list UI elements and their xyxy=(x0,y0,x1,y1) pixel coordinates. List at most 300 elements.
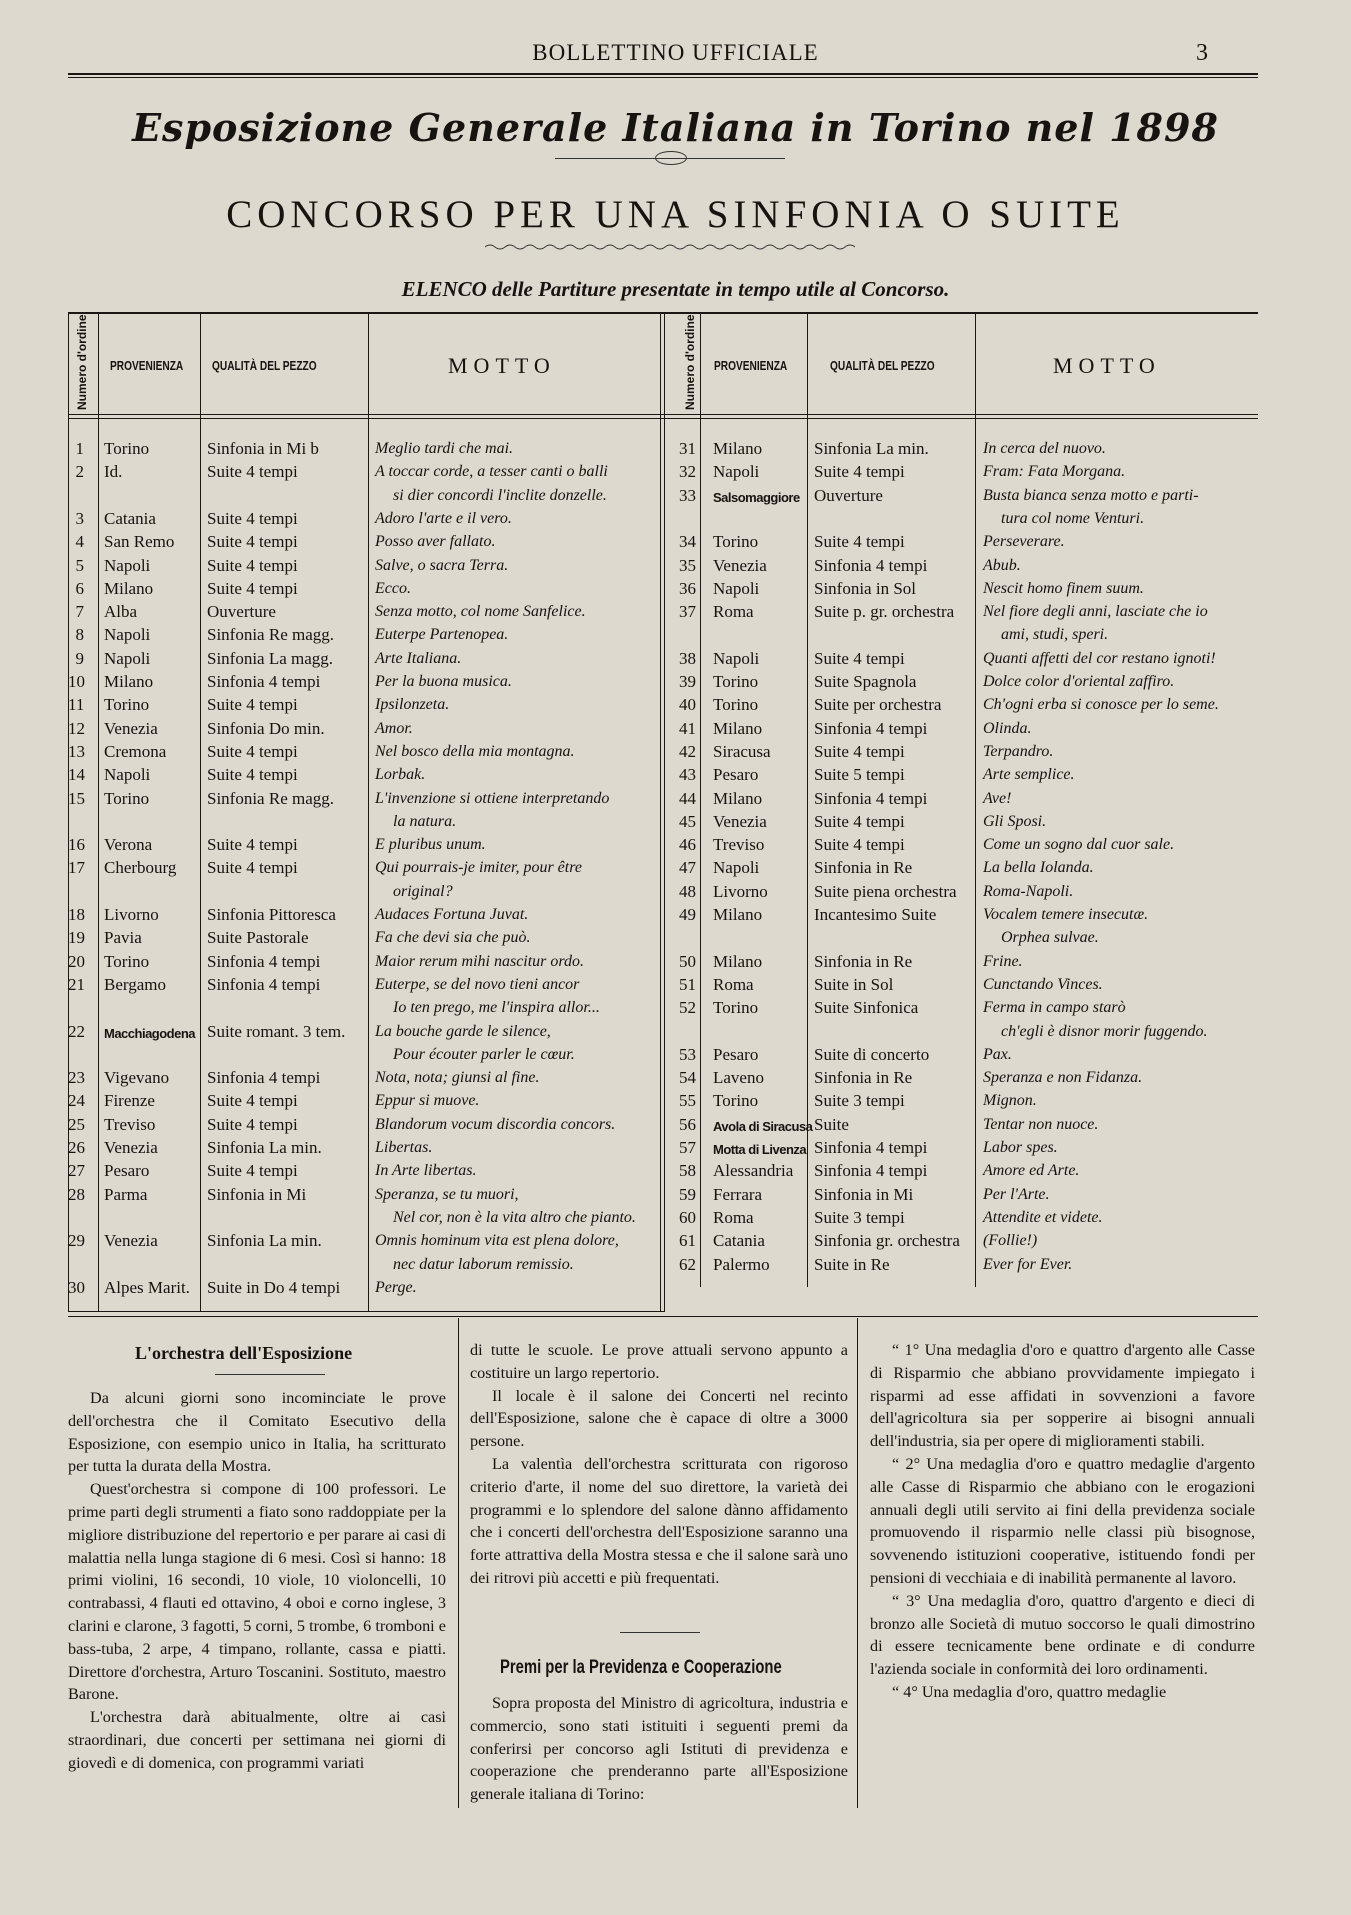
row-qualita: Sinfonia 4 tempi xyxy=(814,788,928,808)
row-motto: Nescit homo finem suum. xyxy=(983,579,1144,597)
contest-title: CONCORSO PER UNA SINFONIA O SUITE xyxy=(226,193,1125,236)
row-qualita: Sinfonia in Re xyxy=(814,1068,913,1088)
row-qualita: Sinfonia 4 tempi xyxy=(814,1138,928,1157)
row-qualita: Sinfonia La magg. xyxy=(207,648,334,668)
row-number: 8 xyxy=(75,625,84,645)
row-motto: Mignon. xyxy=(983,1092,1037,1110)
row-number: 51 xyxy=(679,974,696,994)
row-provenienza: Pesaro xyxy=(713,1044,759,1064)
header-motto-left: MOTTO xyxy=(448,353,556,378)
row-number: 4 xyxy=(75,532,84,552)
row-provenienza: Id. xyxy=(104,462,123,482)
row-qualita: Suite Spagnola xyxy=(814,672,917,691)
row-number: 57 xyxy=(679,1138,696,1157)
row-number: 21 xyxy=(68,974,85,994)
row-provenienza: Roma xyxy=(713,974,754,994)
row-qualita: Sinfonia in Mi b xyxy=(207,439,319,458)
row-motto: Terpandro. xyxy=(983,742,1054,760)
row-motto: Amor. xyxy=(375,719,413,737)
row-qualita: Suite 5 tempi xyxy=(814,765,905,785)
article-paragraph: di tutte le scuole. Le prove attuali servono appunto a costituire un largo repertorio. xyxy=(470,1341,848,1382)
row-number: 14 xyxy=(68,765,85,785)
row-number: 11 xyxy=(68,695,85,715)
header-rule xyxy=(68,73,1258,75)
row-number: 2 xyxy=(75,462,84,482)
row-motto: nec datur laborum remissio. xyxy=(393,1255,574,1273)
row-provenienza: Venezia xyxy=(104,718,158,738)
row-number: 22 xyxy=(68,1021,85,1041)
row-provenienza: Torino xyxy=(104,439,150,458)
wave-divider xyxy=(485,243,855,251)
row-number: 28 xyxy=(68,1184,85,1204)
row-motto: Pax. xyxy=(983,1045,1012,1063)
orchestra-article-col2 xyxy=(470,1339,848,1590)
row-qualita: Suite in Do 4 tempi xyxy=(207,1277,341,1297)
row-motto: si dier concordi l'inclite donzelle. xyxy=(393,486,607,504)
row-qualita: Suite 4 tempi xyxy=(814,648,905,668)
row-number: 6 xyxy=(75,578,84,598)
row-provenienza: Torino xyxy=(104,695,150,715)
row-motto: Ch'ogni erba si conosce per lo seme. xyxy=(983,696,1219,714)
row-provenienza: Motta di Livenza xyxy=(713,1142,807,1157)
row-provenienza: Torino xyxy=(713,532,759,552)
row-qualita: Suite 4 tempi xyxy=(207,1161,298,1181)
row-provenienza: Cherbourg xyxy=(104,858,177,878)
row-qualita: Sinfonia Re magg. xyxy=(207,788,335,808)
row-qualita: Sinfonia 4 tempi xyxy=(814,718,928,738)
article-paragraph: Quest'orchestra si compone di 100 professori. Le prime parti degli strumenti a fiato sono raddoppiate per la migliore distribuzione del repertorio e per parare ai casi di malattia nella lunga stagione di 6 mesi. Così si hanno: 18 primi violini, 16 secondi, 10 viole, 10 violoncelli, 10 contrabassi, 4 flauti ed ottavino, 4 oboi e corno inglese, 3 clarini e clarone, 3 fagotti, 5 corni, 5 trombe, 6 tromboni e bass-tuba, 2 arpe, 4 timpano, rollante, cassa e piatti. Direttore d'orchestra, Arturo Toscanini. Sostituto, maestro Barone. xyxy=(68,1480,446,1704)
col-divider xyxy=(807,312,808,1287)
row-qualita: Suite piena orchestra xyxy=(814,881,957,901)
row-provenienza: Alba xyxy=(104,602,138,622)
row-provenienza: Treviso xyxy=(713,835,765,855)
article-paragraph: Il locale è il salone dei Concerti nel recinto dell'Esposizione, salone che è capace di oltre a 3000 persone. xyxy=(470,1386,848,1451)
row-provenienza: Treviso xyxy=(104,1114,156,1134)
row-number: 5 xyxy=(75,555,84,575)
row-qualita: Suite di concerto xyxy=(814,1044,930,1064)
row-motto: Per la buona musica. xyxy=(375,673,512,690)
row-qualita: Suite 4 tempi xyxy=(207,555,298,575)
row-qualita: Suite 4 tempi xyxy=(207,1091,298,1111)
row-provenienza: Napoli xyxy=(104,555,151,575)
row-provenienza: Pavia xyxy=(104,928,142,948)
row-provenienza: Catania xyxy=(713,1231,765,1251)
row-qualita: Suite per orchestra xyxy=(814,695,942,715)
col-divider xyxy=(200,312,201,1312)
row-motto: Vocalem temere insecutæ. xyxy=(983,906,1149,923)
row-provenienza: Napoli xyxy=(713,462,760,482)
row-motto: Ecco. xyxy=(375,579,411,597)
row-qualita: Suite 4 tempi xyxy=(207,695,298,715)
row-provenienza: Napoli xyxy=(104,648,151,668)
row-qualita: Suite in Sol xyxy=(814,974,894,994)
row-qualita: Sinfonia Pittoresca xyxy=(207,905,336,924)
row-qualita: Suite 4 tempi xyxy=(207,1114,298,1134)
row-qualita: Suite 4 tempi xyxy=(207,741,298,761)
row-motto: Pour écouter parler le cœur. xyxy=(393,1045,575,1063)
section-separator xyxy=(620,1632,700,1633)
row-qualita: Sinfonia 4 tempi xyxy=(814,1161,928,1181)
row-provenienza: Napoli xyxy=(713,648,760,668)
row-provenienza: Milano xyxy=(713,905,763,924)
row-qualita: Sinfonia in Mi xyxy=(814,1184,914,1204)
row-qualita: Sinfonia La min. xyxy=(814,439,929,458)
row-motto: Speranza e non Fidanza. xyxy=(983,1069,1143,1087)
row-motto: La bella Iolanda. xyxy=(983,859,1094,877)
row-motto: Ferma in campo starò xyxy=(983,999,1126,1017)
row-motto: Fram: Fata Morgana. xyxy=(983,463,1126,481)
row-motto: Gli Sposi. xyxy=(983,812,1047,830)
bulletin-header-title: BOLLETTINO UFFICIALE xyxy=(532,40,819,65)
row-provenienza: Venezia xyxy=(713,811,767,831)
row-motto: Tentar non nuoce. xyxy=(983,1115,1099,1133)
row-qualita: Suite 4 tempi xyxy=(207,765,298,785)
row-provenienza: Catania xyxy=(104,508,156,528)
row-motto: Posso aver fallato. xyxy=(375,533,496,551)
header-numero-left: Numero d'ordine xyxy=(75,314,89,410)
row-motto: Orphea sulvae. xyxy=(1001,929,1099,947)
row-motto: La bouche garde le silence, xyxy=(375,1022,551,1040)
row-number: 36 xyxy=(679,578,696,598)
row-number: 55 xyxy=(679,1091,696,1111)
row-number: 48 xyxy=(679,881,696,901)
row-qualita: Suite 4 tempi xyxy=(814,462,905,482)
row-provenienza: Torino xyxy=(104,951,150,971)
row-qualita: Sinfonia 4 tempi xyxy=(207,951,321,971)
row-qualita: Suite 4 tempi xyxy=(814,811,905,831)
row-provenienza: Pesaro xyxy=(104,1161,150,1181)
article-paragraph: “ 3° Una medaglia d'oro, quattro d'argento e dieci di bronzo alle Società di mutuo soccorso le quali dimostrino di essere tecnicamente bene ordinate e di condurre l'azienda sociale in conformità dei loro ordinamenti. xyxy=(870,1591,1255,1679)
row-qualita: Sinfonia La min. xyxy=(207,1138,322,1157)
article-paragraph: Da alcuni giorni sono incominciate le prove dell'orchestra che il Comitato Esecutivo della Esposizione, con esempio unico in Italia, ha scritturato per tutta la durata della Mostra. xyxy=(68,1389,446,1476)
row-provenienza: Livorno xyxy=(713,881,768,901)
row-number: 52 xyxy=(679,998,696,1018)
row-provenienza: Salsomaggiore xyxy=(713,489,800,505)
row-motto: In cerca del nuovo. xyxy=(983,440,1106,457)
article-paragraph: “ 4° Una medaglia d'oro, quattro medaglie xyxy=(892,1682,1167,1701)
row-provenienza: Livorno xyxy=(104,905,159,924)
row-motto: Libertas. xyxy=(375,1139,433,1156)
row-qualita: Sinfonia 4 tempi xyxy=(814,555,928,575)
row-number: 12 xyxy=(68,718,85,738)
row-motto: Olinda. xyxy=(983,719,1032,737)
row-qualita: Ouverture xyxy=(814,485,883,505)
row-motto: Ever for Ever. xyxy=(983,1255,1073,1273)
row-motto: (Follie!) xyxy=(983,1232,1038,1250)
row-number: 19 xyxy=(68,928,85,948)
row-provenienza: Roma xyxy=(713,1207,754,1227)
article-paragraph: Sopra proposta del Ministro di agricoltura, industria e commercio, sono stati istituiti i seguenti premi da conferirsi per concorso agli Istituti di previdenza e cooperazione che prenderanno parte all'Esposizione generale italiana di Torino: xyxy=(470,1694,848,1804)
row-qualita: Suite 4 tempi xyxy=(207,858,298,878)
row-provenienza: Avola di Siracusa xyxy=(713,1118,813,1134)
row-motto: Euterpe, se del novo tieni ancor xyxy=(375,975,580,993)
title-underline xyxy=(215,1374,325,1375)
center-divider xyxy=(660,312,661,1312)
header-rule-thin xyxy=(68,77,1258,78)
row-provenienza: Torino xyxy=(713,695,759,715)
row-qualita: Sinfonia 4 tempi xyxy=(207,672,321,691)
row-qualita: Suite 3 tempi xyxy=(814,1207,905,1227)
article-paragraph: L'orchestra darà abitualmente, oltre ai casi straordinari, due concerti per settimana nei giorni di giovedì e di domenica, con programmi variati xyxy=(68,1708,446,1772)
row-provenienza: Alessandria xyxy=(713,1161,794,1181)
row-number: 47 xyxy=(679,858,696,878)
row-number: 39 xyxy=(679,672,696,691)
row-provenienza: Siracusa xyxy=(713,741,771,761)
row-provenienza: Milano xyxy=(713,788,763,808)
row-number: 23 xyxy=(68,1068,85,1088)
exposition-title: Esposizione Generale Italiana in Torino nel 1898 xyxy=(132,105,1219,150)
row-motto: Amore ed Arte. xyxy=(983,1162,1080,1180)
row-motto: Maior rerum mihi nascitur ordo. xyxy=(375,952,585,970)
row-motto: la natura. xyxy=(393,812,457,830)
row-motto: Audaces Fortuna Juvat. xyxy=(375,906,529,923)
row-number: 53 xyxy=(679,1044,696,1064)
row-number: 40 xyxy=(679,695,696,715)
row-motto: ami, studi, speri. xyxy=(1001,626,1109,644)
header-provenienza-right: PROVENIENZA xyxy=(714,358,788,373)
row-motto: tura col nome Venturi. xyxy=(1001,509,1145,527)
row-motto: A toccar corde, a tesser canti o balli xyxy=(375,463,608,481)
row-motto: Ave! xyxy=(983,789,1012,807)
row-motto: Qui pourrais-je imiter, pour être xyxy=(375,859,582,877)
page-number: 3 xyxy=(1196,40,1208,66)
list-subtitle: ELENCO delle Partiture presentate in tempo utile al Concorso. xyxy=(401,277,950,301)
header-motto-right: MOTTO xyxy=(1053,353,1161,378)
row-qualita: Sinfonia in Mi xyxy=(207,1184,307,1204)
row-number: 29 xyxy=(68,1231,85,1251)
row-motto: Salve, o sacra Terra. xyxy=(375,556,509,574)
row-number: 7 xyxy=(75,602,84,622)
row-qualita: Suite xyxy=(814,1114,849,1134)
row-qualita: Sinfonia 4 tempi xyxy=(207,1068,321,1088)
row-motto: Nel bosco della mia montagna. xyxy=(375,742,575,760)
row-provenienza: Napoli xyxy=(104,625,151,645)
row-provenienza: Firenze xyxy=(104,1091,155,1111)
row-motto: Adoro l'arte e il vero. xyxy=(375,509,512,527)
row-motto: Nel fiore degli anni, lasciate che io xyxy=(983,603,1208,621)
row-provenienza: Napoli xyxy=(713,578,760,598)
row-number: 42 xyxy=(679,741,696,761)
row-provenienza: Torino xyxy=(713,1091,759,1111)
row-provenienza: Milano xyxy=(713,951,763,971)
row-motto: ch'egli è disnor morir fuggendo. xyxy=(1001,1022,1208,1040)
header-numero-right: Numero d'ordine xyxy=(683,314,697,410)
row-motto: Cunctando Vinces. xyxy=(983,975,1103,993)
row-number: 59 xyxy=(679,1184,696,1204)
row-provenienza: Roma xyxy=(713,602,754,622)
row-number: 37 xyxy=(679,602,696,622)
row-provenienza: Milano xyxy=(104,672,154,691)
row-number: 61 xyxy=(679,1231,696,1251)
row-provenienza: Palermo xyxy=(713,1254,770,1274)
row-motto: Omnis hominum vita est plena dolore, xyxy=(375,1232,619,1250)
table-header-rule xyxy=(68,414,1258,415)
row-provenienza: Napoli xyxy=(713,858,760,878)
row-qualita: Suite 4 tempi xyxy=(814,741,905,761)
row-motto: Speranza, se tu muori, xyxy=(375,1185,519,1203)
row-qualita: Sinfonia gr. orchestra xyxy=(814,1231,960,1251)
row-number: 20 xyxy=(68,951,85,971)
row-qualita: Sinfonia in Re xyxy=(814,951,913,971)
row-provenienza: Alpes Marit. xyxy=(104,1277,190,1297)
row-motto: Come un sogno dal cuor sale. xyxy=(983,836,1175,854)
article-column-divider xyxy=(458,1318,459,1808)
row-provenienza: Verona xyxy=(104,835,153,855)
header-qualita-right: QUALITÀ DEL PEZZO xyxy=(830,358,935,373)
premi-article-col2 xyxy=(470,1692,848,1806)
row-number: 38 xyxy=(679,648,696,668)
row-qualita: Suite 4 tempi xyxy=(207,835,298,855)
articles-rule xyxy=(68,1316,1258,1317)
row-motto: Io ten prego, me l'inspira allor... xyxy=(393,999,600,1017)
row-motto: Lorbak. xyxy=(375,766,426,784)
row-number: 34 xyxy=(679,532,696,552)
row-provenienza: Milano xyxy=(104,578,154,598)
row-motto: Ipsilonzeta. xyxy=(375,696,450,714)
row-qualita: Sinfonia Re magg. xyxy=(207,625,335,645)
row-motto: Quanti affetti del cor restano ignoti! xyxy=(983,649,1216,667)
row-number: 9 xyxy=(75,648,84,668)
row-provenienza: Torino xyxy=(713,672,759,691)
row-motto: Euterpe Partenopea. xyxy=(375,626,509,644)
table-bottom-rule xyxy=(68,1311,664,1312)
col-divider xyxy=(368,312,369,1312)
row-qualita: Suite p. gr. orchestra xyxy=(814,602,955,622)
row-number: 30 xyxy=(68,1277,85,1297)
row-number: 32 xyxy=(679,462,696,482)
row-number: 26 xyxy=(68,1138,85,1157)
row-motto: Fa che devi sia che può. xyxy=(375,929,531,947)
row-motto: Per l'Arte. xyxy=(983,1185,1050,1203)
row-number: 18 xyxy=(68,905,85,924)
row-qualita: Suite romant. 3 tem. xyxy=(207,1021,346,1041)
row-number: 35 xyxy=(679,555,696,575)
row-provenienza: Napoli xyxy=(104,765,151,785)
row-number: 58 xyxy=(679,1161,696,1181)
row-number: 10 xyxy=(68,672,85,691)
row-number: 25 xyxy=(68,1114,85,1134)
row-motto: E pluribus unum. xyxy=(375,836,486,854)
row-number: 27 xyxy=(68,1161,85,1181)
row-number: 49 xyxy=(679,905,696,924)
row-motto: Meglio tardi che mai. xyxy=(375,440,514,457)
row-qualita: Suite 4 tempi xyxy=(814,835,905,855)
row-number: 1 xyxy=(75,439,84,458)
row-qualita: Suite 4 tempi xyxy=(207,532,298,552)
row-number: 41 xyxy=(679,718,696,738)
row-qualita: Incantesimo Suite xyxy=(814,905,937,924)
row-provenienza: Pesaro xyxy=(713,765,759,785)
row-number: 54 xyxy=(679,1068,696,1088)
row-provenienza: Torino xyxy=(713,998,759,1018)
row-number: 56 xyxy=(679,1114,696,1134)
row-number: 45 xyxy=(679,811,696,831)
premi-article-col3 xyxy=(870,1339,1255,1704)
row-qualita: Ouverture xyxy=(207,602,276,622)
row-motto: In Arte libertas. xyxy=(375,1162,477,1180)
row-number: 13 xyxy=(68,741,85,761)
row-motto: Attendite et videte. xyxy=(983,1208,1103,1226)
row-motto: Arte semplice. xyxy=(983,766,1075,784)
row-number: 43 xyxy=(679,765,696,785)
row-provenienza: Milano xyxy=(713,439,763,458)
row-qualita: Suite 4 tempi xyxy=(814,532,905,552)
row-number: 16 xyxy=(68,835,85,855)
row-qualita: Sinfonia Do min. xyxy=(207,718,325,738)
col-divider xyxy=(98,312,99,1312)
row-provenienza: Venezia xyxy=(104,1138,158,1157)
premi-article-title: Premi per la Previdenza e Cooperazione xyxy=(500,1657,782,1678)
table-top-rule xyxy=(68,312,1258,314)
row-qualita: Suite 4 tempi xyxy=(207,578,298,598)
row-qualita: Suite 3 tempi xyxy=(814,1091,905,1111)
row-motto: Nota, nota; giunsi al fine. xyxy=(375,1069,540,1087)
row-motto: L'invenzione si ottiene interpretando xyxy=(375,789,610,807)
row-motto: Abub. xyxy=(983,556,1021,574)
row-provenienza: Venezia xyxy=(104,1231,158,1251)
row-qualita: Sinfonia in Re xyxy=(814,858,913,878)
row-motto: Busta bianca senza motto e parti- xyxy=(983,486,1199,504)
orchestra-article-title: L'orchestra dell'Esposizione xyxy=(135,1343,353,1363)
article-paragraph: La valentìa dell'orchestra scritturata con rigoroso criterio d'arte, il nome del suo direttore, la varietà dei programmi e lo splendore del salone dànno affidamento che i concerti dell'orchestra dell'Esposizione saranno una forte attrattiva della Mostra stessa e che il salone sarà uno dei ritrovi più accetti e più frequentati. xyxy=(470,1454,848,1587)
row-motto: Frine. xyxy=(983,952,1023,970)
row-number: 33 xyxy=(679,485,696,505)
row-provenienza: Cremona xyxy=(104,741,167,761)
row-provenienza: Venezia xyxy=(713,555,767,575)
row-number: 50 xyxy=(679,951,696,971)
row-qualita: Suite in Re xyxy=(814,1254,890,1274)
row-motto: Arte Italiana. xyxy=(375,649,462,667)
col-divider xyxy=(975,312,976,1287)
row-provenienza: Milano xyxy=(713,718,763,738)
row-motto: Dolce color d'oriental zaffiro. xyxy=(983,673,1175,690)
row-qualita: Sinfonia La min. xyxy=(207,1231,322,1251)
header-qualita-left: QUALITÀ DEL PEZZO xyxy=(212,358,317,373)
header-provenienza-left: PROVENIENZA xyxy=(110,358,184,373)
row-motto: Nel cor, non è la vita altro che pianto. xyxy=(393,1208,636,1226)
row-number: 17 xyxy=(68,858,85,878)
row-number: 44 xyxy=(679,788,696,808)
row-qualita: Suite Pastorale xyxy=(207,928,309,948)
row-number: 3 xyxy=(75,508,84,528)
row-number: 31 xyxy=(679,439,696,458)
row-number: 24 xyxy=(68,1091,85,1111)
row-motto: Labor spes. xyxy=(983,1139,1058,1156)
row-provenienza: Vigevano xyxy=(104,1068,170,1088)
row-qualita: Suite Sinfonica xyxy=(814,998,919,1018)
row-number: 15 xyxy=(68,788,85,808)
article-column-divider xyxy=(857,1318,858,1808)
row-provenienza: Parma xyxy=(104,1184,148,1204)
row-number: 46 xyxy=(679,835,696,855)
article-paragraph: “ 2° Una medaglia d'oro e quattro medaglie d'argento alle Casse di Risparmio che abbiano con le erogazioni annuali degli utili servito ai fini della previdenza sociale promuovendo il risparmio nelle classi più bisognose, sovvenendo istituzioni cooperative, istituendo fondi per pensioni di vecchiaia e di inabilità permanente al lavoro. xyxy=(870,1454,1255,1587)
row-qualita: Suite 4 tempi xyxy=(207,508,298,528)
row-provenienza: San Remo xyxy=(104,532,175,552)
row-motto: Perseverare. xyxy=(983,533,1065,551)
article-paragraph: “ 1° Una medaglia d'oro e quattro d'argento alle Casse di Risparmio che abbiano provvidamente impiegato i risparmi ad esse affidati in sovvenzioni a favore dell'agricoltura sia per sopperire ai bisogni annuali dell'industria, sia per opere di miglioramenti stabili. xyxy=(870,1341,1255,1451)
row-motto: Eppur si muove. xyxy=(375,1092,480,1110)
ornament-flourish xyxy=(655,151,687,165)
row-motto: Roma-Napoli. xyxy=(983,882,1074,900)
row-qualita: Sinfonia 4 tempi xyxy=(207,974,321,994)
row-provenienza: Laveno xyxy=(713,1068,764,1088)
row-provenienza: Ferrara xyxy=(713,1184,763,1204)
row-number: 62 xyxy=(679,1254,696,1274)
row-provenienza: Torino xyxy=(104,788,150,808)
row-motto: Blandorum vocum discordia concors. xyxy=(375,1115,616,1133)
row-provenienza: Macchiagodena xyxy=(104,1025,196,1041)
row-qualita: Suite 4 tempi xyxy=(207,462,298,482)
